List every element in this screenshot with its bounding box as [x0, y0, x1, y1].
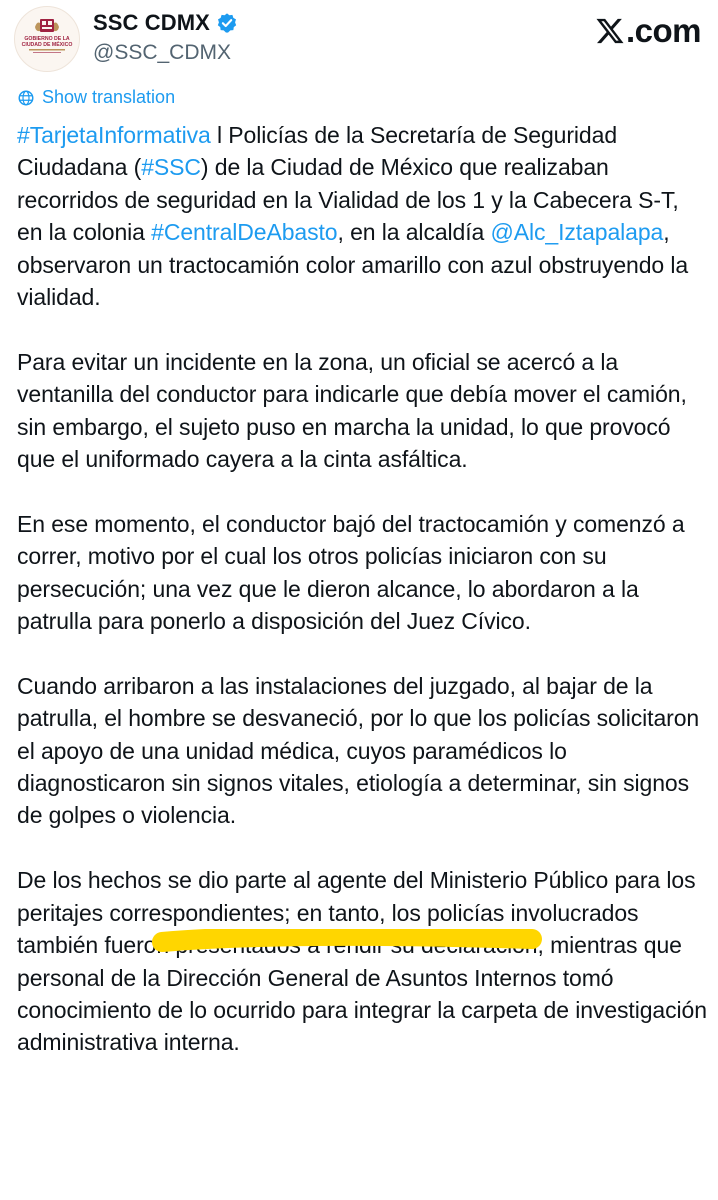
mention-link[interactable]: @Alc_Iztapalapa [490, 219, 664, 246]
x-brand-logo [595, 12, 701, 50]
verified-badge-icon [216, 12, 238, 34]
tweet-paragraph [17, 864, 707, 1058]
hashtag-link[interactable]: #CentralDeAbasto [151, 219, 338, 246]
hashtag-link[interactable]: #TarjetaInformativa [17, 122, 211, 148]
display-name-row [93, 9, 238, 37]
hashtag-link[interactable]: #SSC [141, 154, 201, 181]
account-name-block [93, 9, 238, 65]
tweet-text-segment: , observaron un tractocamión color amarillo con azul obstruyendo la vialidad. [17, 219, 689, 311]
tweet-paragraph [17, 119, 707, 313]
x-logo-text: .com [625, 12, 701, 49]
avatar[interactable] [14, 6, 80, 72]
tweet-text-segment: De los hechos se dio parte al agente del Ministerio Público para los peritajes correspondientes; en tanto, los policías involucrados también fueron presentados a rendir su declaración, mientras que personal de la Dirección General de Asuntos Internos tomó conocimiento de lo ocurrido para integrar la carpeta de investigación administrativa interna. [17, 867, 707, 1056]
tweet-paragraph [17, 670, 707, 832]
x-logo-icon [595, 16, 625, 46]
show-translation-link[interactable] [17, 87, 175, 108]
display-name[interactable]: SSC CDMX [93, 10, 210, 35]
tweet-text-segment: Para evitar un incidente en la zona, un oficial se acercó a la ventanilla del conductor para indicarle que debía mover el camión, sin embargo, el sujeto puso en marcha la unidad, lo que provocó que el uniformado cayera a la cinta asfáltica. [17, 348, 687, 473]
tweet-text-segment: En ese momento, el conductor bajó del tractocamión y comenzó a correr, motivo por el cual los otros policías iniciaron con su persecución; una vez que le dieron alcance, lo abordaron a la patrulla para ponerlo a disposición del Juez Cívico. [17, 510, 685, 635]
tweet-text-segment: ) de la Ciudad de México que realizaban recorridos de seguridad en la Vialidad de los 1 y la Cabecera S-T, en la colonia [17, 154, 679, 246]
tweet-paragraph [17, 346, 707, 476]
cdmx-logo-icon [15, 7, 79, 71]
tweet-paragraph [17, 508, 707, 638]
avatar-text-line1: GOBIERNO DE LA [24, 36, 70, 42]
tweet-body [17, 119, 707, 1059]
tweet-text-segment: l Policías de la Secretaría de Seguridad Ciudadana ( [17, 122, 618, 181]
tweet-text-segment: Cuando arribaron a las instalaciones del juzgado, al bajar de la patrulla, el hombre se desvaneció, por lo que los policías solicitaron el apoyo de una unidad médica, cuyos paramédicos lo diagnosticaron sin signos vitales, etiología a determinar, sin signos de golpes o violencia. [17, 672, 700, 829]
tweet-header [0, 0, 718, 80]
yellow-underline-highlight [152, 929, 542, 959]
tweet-text-segment: , en la alcaldía [337, 219, 491, 246]
globe-icon [17, 89, 35, 107]
avatar-text-line2: CIUDAD DE MÉXICO [21, 42, 73, 48]
account-handle[interactable]: @SSC_CDMX [93, 41, 232, 64]
show-translation-label: Show translation [42, 87, 176, 107]
